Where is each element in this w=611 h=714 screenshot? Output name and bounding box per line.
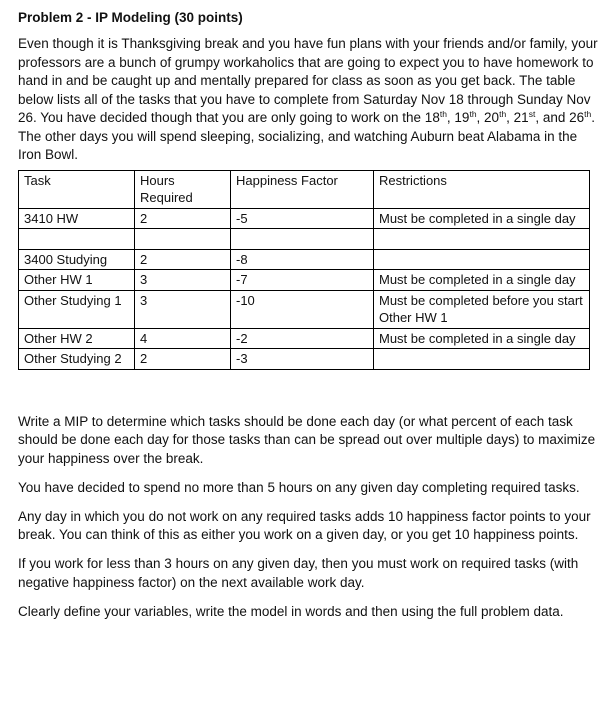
cell-happiness: -7	[231, 270, 374, 291]
cell-hours: 3	[135, 270, 231, 291]
cell-happiness: -5	[231, 208, 374, 229]
cell-happiness: -10	[231, 290, 374, 328]
paragraph-define: Clearly define your variables, write the model in words and then using the full problem data.	[18, 603, 564, 619]
header-task: Task	[19, 170, 135, 208]
cell-task: Other Studying 1	[19, 290, 135, 328]
cell-task: 3400 Studying	[19, 249, 135, 270]
intro-paragraph: Even though it is Thanksgiving break and you have fun plans with your friends and/or family, your professors are a bunch of grumpy workaholics that are going to expect you to have homework to hand in and be caught up and mentally prepared for class as soon as you get back. The table below lists all of the tasks that you have to complete from Saturday Nov 18 through Sunday Nov 26. You have decided though that you are only going to work on the 18th, 19th, 20th, 21st, and 26th. The other days you will spend sleeping, socializing, and watching Auburn beat Alabama in the Iron Bowl.	[18, 36, 598, 162]
cell-task: Other HW 2	[19, 328, 135, 349]
paragraph-free-day: Any day in which you do not work on any required tasks adds 10 happiness factor points to your break. You can think of this as either you work on a given day, or you get 10 happiness points.	[18, 508, 591, 542]
cell-happiness: -3	[231, 349, 374, 370]
cell-restriction: Must be completed in a single day	[374, 270, 590, 291]
cell-task: Other HW 1	[19, 270, 135, 291]
table-row	[19, 208, 590, 229]
header-restrictions: Restrictions	[374, 170, 590, 208]
instructions	[18, 413, 598, 622]
table-row	[19, 349, 590, 370]
cell-happiness	[231, 229, 374, 250]
cell-restriction: Must be completed in a single day	[374, 328, 590, 349]
cell-restriction	[374, 229, 590, 250]
cell-task: Other Studying 2	[19, 349, 135, 370]
header-happiness: Happiness Factor	[231, 170, 374, 208]
problem-title: Problem 2 - IP Modeling (30 points)	[18, 10, 243, 25]
cell-hours: 2	[135, 249, 231, 270]
table-row	[19, 229, 590, 250]
cell-restriction: Must be completed in a single day	[374, 208, 590, 229]
cell-happiness: -2	[231, 328, 374, 349]
header-hours: Hours Required	[135, 170, 231, 208]
cell-hours: 4	[135, 328, 231, 349]
document-page	[18, 10, 598, 632]
table-header-row	[19, 170, 590, 208]
cell-task: 3410 HW	[19, 208, 135, 229]
cell-task	[19, 229, 135, 250]
table-row	[19, 290, 590, 328]
paragraph-min-work: If you work for less than 3 hours on any given day, then you must work on required tasks (with negative happiness factor) on the next available work day.	[18, 556, 579, 590]
cell-restriction	[374, 249, 590, 270]
cell-happiness: -8	[231, 249, 374, 270]
cell-restriction	[374, 349, 590, 370]
table-row	[19, 328, 590, 349]
tasks-table	[18, 170, 590, 370]
cell-hours: 2	[135, 349, 231, 370]
cell-hours: 2	[135, 208, 231, 229]
cell-restriction: Must be completed before you start Other HW 1	[374, 290, 590, 328]
table-row	[19, 249, 590, 270]
paragraph-mip: Write a MIP to determine which tasks should be done each day (or what percent of each task should be done each day for those tasks than can be spread out over multiple days) to maximize your happiness over the break.	[18, 413, 596, 466]
cell-hours: 3	[135, 290, 231, 328]
cell-hours	[135, 229, 231, 250]
table-row	[19, 270, 590, 291]
paragraph-hours-limit: You have decided to spend no more than 5 hours on any given day completing required tasks.	[18, 479, 580, 495]
